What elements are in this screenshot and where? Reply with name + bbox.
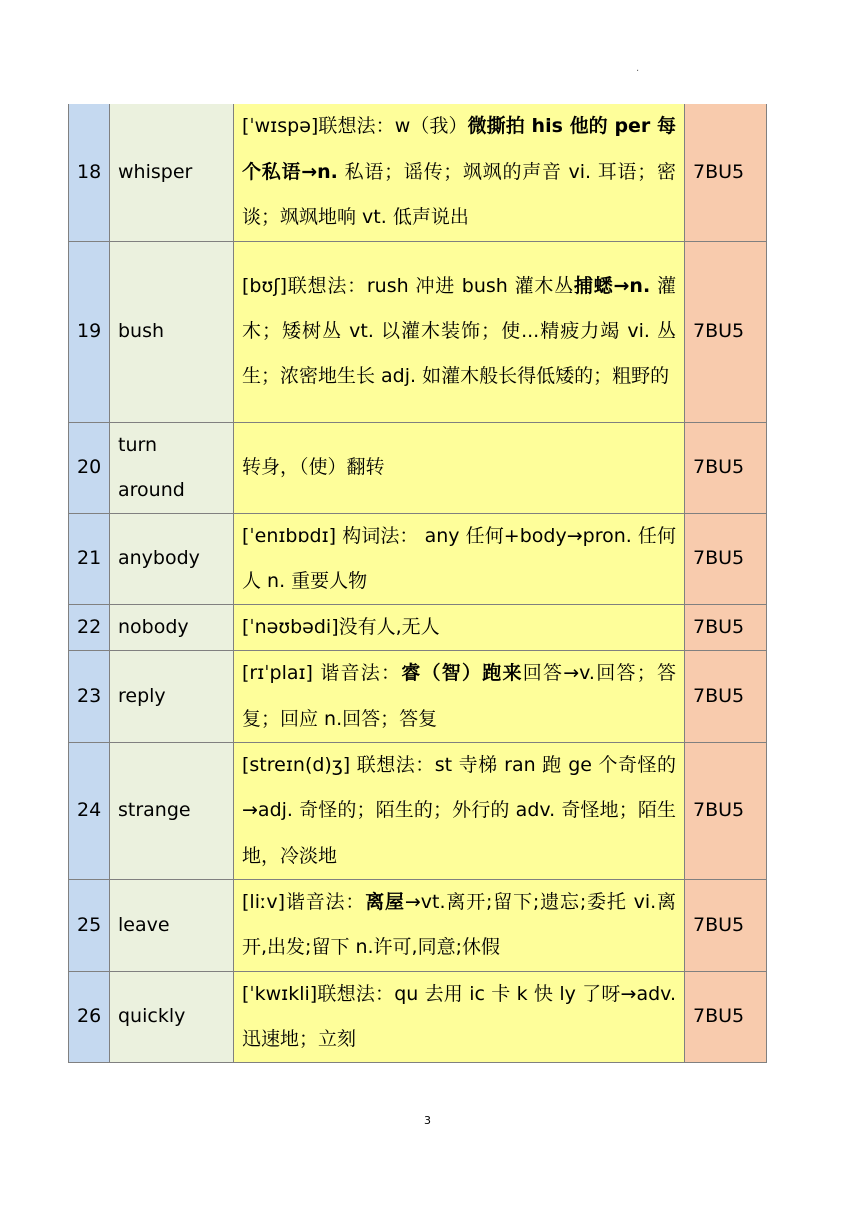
row-number: 18	[69, 104, 110, 241]
unit-label: 7BU5	[685, 605, 767, 651]
row-number: 21	[69, 513, 110, 605]
vocab-word-text: strange	[118, 799, 191, 822]
table-row	[69, 971, 767, 1063]
page-dot-marker: ·	[636, 66, 640, 77]
row-number: 19	[69, 241, 110, 422]
vocab-word	[110, 513, 234, 605]
vocab-definition	[234, 422, 685, 513]
vocab-word-text: whisper	[118, 160, 193, 183]
definition-text: →vt.离开;留下;遗忘;委托 vi.离开,出发;留下 n.许可,同意;休假	[242, 890, 676, 959]
table-row	[69, 241, 767, 422]
definition-text: 灌木；矮树丛 vt. 以灌木装饰；使...精疲力竭 vi. 丛生；浓密地生长 adj. 如灌木般长得低矮的；粗野的	[242, 274, 676, 388]
page-number: 3	[424, 1114, 431, 1127]
row-number: 23	[69, 651, 110, 743]
definition-text: [ˈenɪbɒdɪ] 构词法： any 任何+body→pron. 任何人 n. 重要人物	[242, 524, 676, 592]
vocab-word-text: turn around	[118, 433, 185, 501]
table-row	[69, 879, 767, 971]
row-number: 24	[69, 742, 110, 879]
vocab-word	[110, 742, 234, 879]
unit-label: 7BU5	[685, 104, 767, 241]
table-row	[69, 513, 767, 605]
table-row	[69, 422, 767, 513]
definition-text: [streɪn(d)ʒ] 联想法：st 寺梯 ran 跑 ge 个奇怪的→adj. 奇怪的；陌生的；外行的 adv. 奇怪地；陌生地，冷淡地	[242, 754, 676, 867]
vocab-word	[110, 971, 234, 1063]
vocab-definition	[234, 241, 685, 422]
vocab-word	[110, 651, 234, 743]
row-number: 22	[69, 605, 110, 651]
vocab-word-text: anybody	[118, 547, 200, 570]
row-number: 20	[69, 422, 110, 513]
row-number: 26	[69, 971, 110, 1063]
vocabulary-table	[68, 104, 767, 1063]
table-row	[69, 742, 767, 879]
vocab-word	[110, 605, 234, 651]
unit-label: 7BU5	[685, 879, 767, 971]
vocab-word	[110, 422, 234, 513]
vocab-definition	[234, 513, 685, 605]
vocab-word-text: nobody	[118, 616, 189, 639]
definition-text: 私语；谣传；飒飒的声音 vi. 耳语；密谈；飒飒地响 vt. 低声说出	[242, 160, 677, 228]
vocab-definition	[234, 605, 685, 651]
definition-keyword: 捕蟋→n.	[573, 274, 651, 297]
unit-label: 7BU5	[685, 513, 767, 605]
definition-text: [rɪˈplaɪ] 谐音法：	[242, 662, 402, 685]
unit-label: 7BU5	[685, 971, 767, 1063]
definition-keyword: 离屋	[365, 890, 405, 913]
vocab-word	[110, 104, 234, 241]
unit-label: 7BU5	[685, 241, 767, 422]
definition-keyword: 睿（智）跑来	[401, 662, 523, 685]
definition-text: [ˈnəʊbədi]没有人,无人	[242, 616, 440, 639]
definition-text: [bʊʃ]联想法：rush 冲进 bush 灌木丛	[242, 274, 574, 297]
vocab-word-text: bush	[118, 320, 165, 342]
unit-label: 7BU5	[685, 422, 767, 513]
vocab-word-text: quickly	[118, 1005, 186, 1028]
vocab-definition	[234, 971, 685, 1063]
vocab-definition	[234, 879, 685, 971]
definition-text: [ˈwɪspə]联想法：w（我）	[242, 115, 468, 138]
unit-label: 7BU5	[685, 742, 767, 879]
unit-label: 7BU5	[685, 651, 767, 743]
definition-keyword: 微撕拍 his 他的 per 每个私语→n.	[242, 115, 677, 183]
vocab-definition	[234, 651, 685, 743]
definition-text: 转身，（使）翻转	[242, 455, 385, 478]
row-number: 25	[69, 879, 110, 971]
definition-text: [ˈkwɪkli]联想法：qu 去用 ic 卡 k 快 ly 了呀→adv. 迅速地；立刻	[242, 982, 676, 1050]
vocabulary-table-body	[69, 104, 767, 1063]
vocab-word	[110, 241, 234, 422]
table-row	[69, 651, 767, 743]
vocab-word-text: leave	[118, 913, 170, 936]
vocab-word-text: reply	[118, 685, 166, 708]
definition-text: 回答→v.回答；答复；回应 n.回答；答复	[242, 662, 676, 730]
table-row	[69, 605, 767, 651]
vocab-definition	[234, 742, 685, 879]
vocab-word	[110, 879, 234, 971]
vocab-definition	[234, 104, 685, 241]
table-row	[69, 104, 767, 241]
definition-text: [liːv]谐音法：	[242, 890, 366, 913]
